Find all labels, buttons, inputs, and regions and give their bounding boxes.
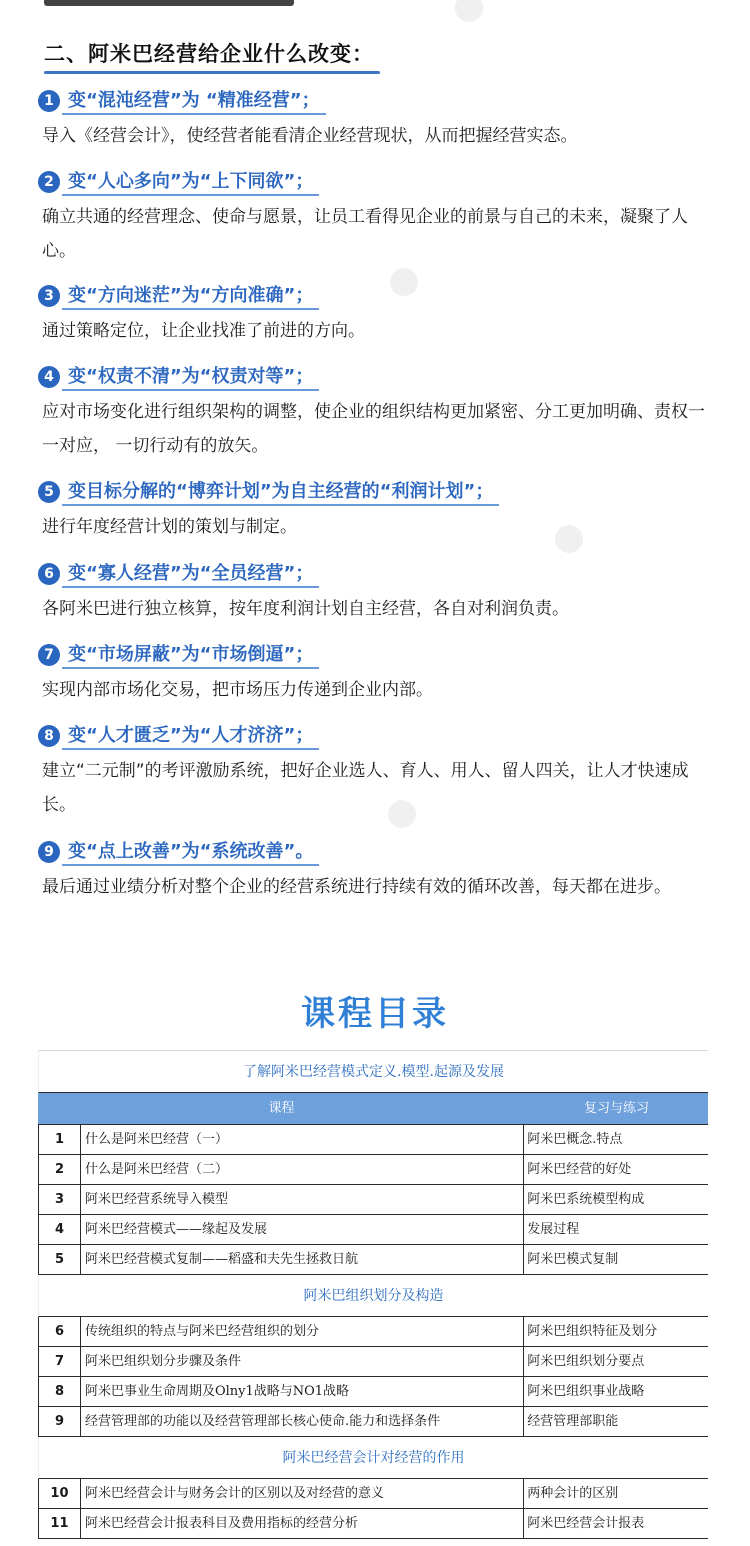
change-heading: 1 变“混沌经营”为 “精准经营”； bbox=[38, 86, 326, 116]
catalog-title: 课程目录 bbox=[301, 994, 449, 1034]
course-table bbox=[38, 1050, 708, 1539]
change-description: 确立共通的经营理念、使命与愿景，让员工看得见企业的前景与自己的未来，凝聚了人心。 bbox=[42, 207, 688, 261]
change-heading: 2 变“人心多向”为“上下同欲”； bbox=[38, 167, 319, 197]
change-heading: 7 变“市场屏蔽”为“市场倒逼”； bbox=[38, 640, 319, 670]
change-heading: 4 变“权责不清”为“权责对等”； bbox=[38, 362, 319, 392]
number-badge-icon: 8 bbox=[38, 725, 60, 747]
table-row: 8 阿米巴事业生命周期及Olny1战略与NO1战略 阿米巴组织事业战略 bbox=[38, 1377, 708, 1407]
change-description: 最后通过业绩分析对整个企业的经营系统进行持续有效的循环改善，每天都在进步。 bbox=[42, 877, 671, 897]
header-review: 复习与练习 bbox=[583, 1101, 649, 1116]
change-item bbox=[38, 559, 718, 626]
number-badge-icon: 9 bbox=[38, 841, 60, 863]
table-row: 6 传统组织的特点与阿米巴经营组织的划分 阿米巴组织特征及划分 bbox=[38, 1317, 708, 1347]
watermark-logo-icon bbox=[455, 0, 483, 22]
number-badge-icon: 3 bbox=[38, 285, 60, 307]
table-section-title: 阿米巴经营会计对经营的作用 bbox=[38, 1437, 708, 1479]
table-row: 7 阿米巴组织划分步骤及条件 阿米巴组织划分要点 bbox=[38, 1347, 708, 1377]
change-heading: 8 变“人才匮乏”为“人才济济”； bbox=[38, 721, 319, 751]
change-item bbox=[38, 362, 718, 463]
table-section-title: 了解阿米巴经营模式定义.模型.起源及发展 bbox=[38, 1050, 708, 1093]
table-section-title: 阿米巴组织划分及构造 bbox=[38, 1275, 708, 1317]
table-row: 2 什么是阿米巴经营（二） 阿米巴经营的好处 bbox=[38, 1155, 708, 1185]
change-heading: 6 变“寡人经营”为“全员经营”； bbox=[38, 559, 319, 589]
change-item bbox=[38, 281, 718, 348]
change-item bbox=[38, 837, 718, 904]
table-row: 5 阿米巴经营模式复制——稻盛和夫先生拯救日航 阿米巴模式复制 bbox=[38, 1245, 708, 1275]
change-description: 通过策略定位，让企业找准了前进的方向。 bbox=[42, 321, 365, 341]
table-header bbox=[38, 1093, 708, 1125]
section-title: 二、阿米巴经营给企业什么改变： bbox=[44, 38, 374, 68]
table-row: 9 经营管理部的功能以及经营管理部长核心使命.能力和选择条件 经营管理部职能 bbox=[38, 1407, 708, 1437]
change-description: 进行年度经营计划的策划与制定。 bbox=[42, 517, 297, 537]
change-description: 各阿米巴进行独立核算，按年度利润计划自主经营，各自对利润负责。 bbox=[42, 599, 569, 619]
change-description: 应对市场变化进行组织架构的调整，使企业的组织结构更加紧密、分工更加明确、责权一一对应， 一切行动有的放矢。 bbox=[42, 402, 705, 456]
table-row: 1 什么是阿米巴经营（一） 阿米巴概念.特点 bbox=[38, 1125, 708, 1155]
number-badge-icon: 7 bbox=[38, 644, 60, 666]
header-course: 课程 bbox=[268, 1101, 295, 1116]
change-description: 实现内部市场化交易，把市场压力传递到企业内部。 bbox=[42, 680, 433, 700]
cropped-previous-line bbox=[0, 0, 750, 12]
number-badge-icon: 1 bbox=[38, 90, 60, 112]
change-description: 导入《经营会计》，使经营者能看清企业经营现状，从而把握经营实态。 bbox=[42, 126, 578, 146]
table-row: 10 阿米巴经营会计与财务会计的区别以及对经营的意义 两种会计的区别 bbox=[38, 1479, 708, 1509]
table-row: 4 阿米巴经营模式——缘起及发展 发展过程 bbox=[38, 1215, 708, 1245]
number-badge-icon: 4 bbox=[38, 366, 60, 388]
table-row: 3 阿米巴经营系统导入模型 阿米巴系统模型构成 bbox=[38, 1185, 708, 1215]
number-badge-icon: 2 bbox=[38, 171, 60, 193]
change-item bbox=[38, 477, 718, 544]
table-row: 11 阿米巴经营会计报表科目及费用指标的经营分析 阿米巴经营会计报表 bbox=[38, 1509, 708, 1539]
change-heading: 5 变目标分解的“博弈计划”为自主经营的“利润计划”； bbox=[38, 477, 499, 507]
change-description: 建立“二元制”的考评激励系统，把好企业选人、育人、用人、留人四关，让人才快速成长。 bbox=[42, 761, 689, 815]
change-heading: 9 变“点上改善”为“系统改善”。 bbox=[38, 837, 319, 867]
number-badge-icon: 5 bbox=[38, 481, 60, 503]
change-item bbox=[38, 167, 718, 268]
change-heading: 3 变“方向迷茫”为“方向准确”； bbox=[38, 281, 319, 311]
change-item bbox=[38, 86, 718, 153]
change-item bbox=[38, 721, 718, 822]
change-item bbox=[38, 640, 718, 707]
number-badge-icon: 6 bbox=[38, 563, 60, 585]
